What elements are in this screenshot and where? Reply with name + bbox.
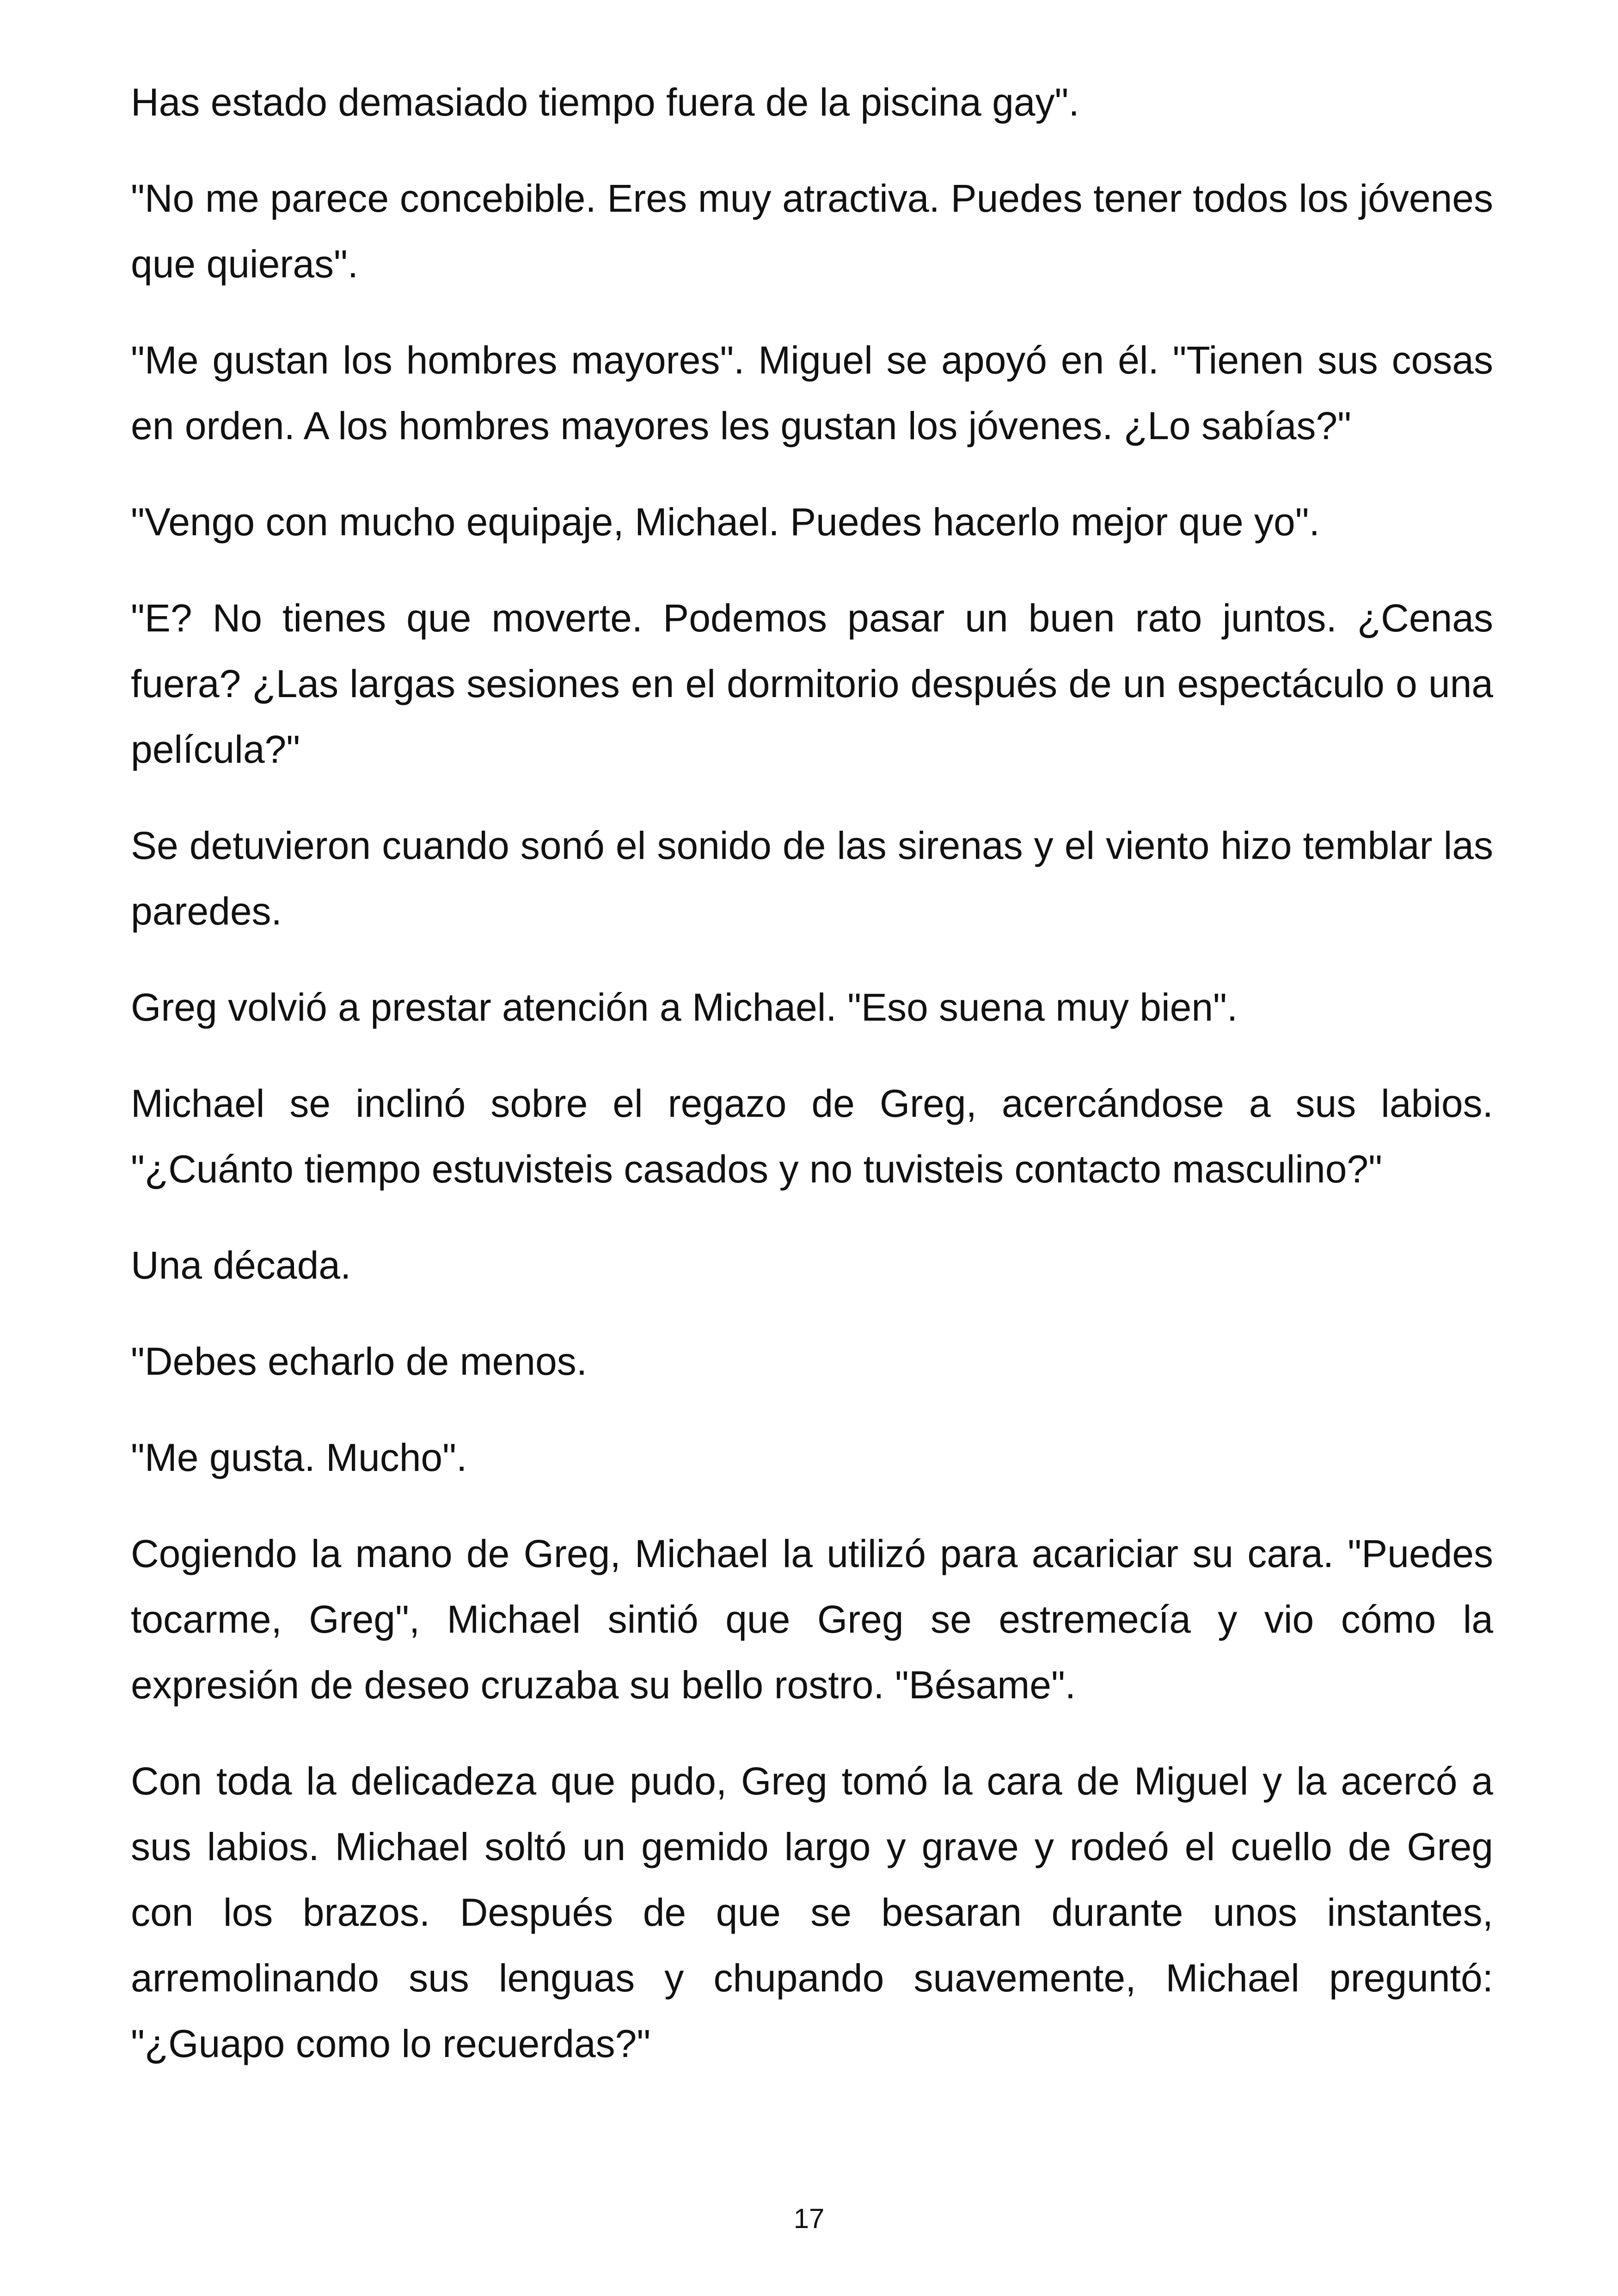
paragraph-4: "Vengo con mucho equipaje, Michael. Puedes hacerlo mejor que yo".: [131, 500, 1320, 544]
paragraph-5: "E? No tienes que moverte. Podemos pasar un buen rato juntos. ¿Cenas fuera? ¿Las largas sesiones en el dormitorio después de un espectáculo o una película?": [131, 596, 1493, 771]
body-text: [131, 69, 1493, 2107]
paragraph-7: Greg volvió a prestar atención a Michael. "Eso suena muy bien".: [131, 986, 1238, 1029]
paragraph-11: "Me gusta. Mucho".: [131, 1436, 467, 1479]
paragraph-13: Con toda la delicadeza que pudo, Greg tomó la cara de Miguel y la acercó a sus labios. Michael soltó un gemido largo y grave y rodeó el cuello de Greg con los brazos. Después de que se besaran durante unos instantes, arremolinando sus lenguas y chupando suavemente, Michael preguntó: "¿Guapo como lo recuerdas?": [131, 1759, 1493, 2065]
page-number: 17: [793, 2203, 825, 2234]
paragraph-9: Una década.: [131, 1243, 351, 1287]
paragraph-10: "Debes echarlo de menos.: [131, 1340, 588, 1383]
paragraph-12: Cogiendo la mano de Greg, Michael la utilizó para acariciar su cara. "Puedes tocarme, Greg", Michael sintió que Greg se estremecía y vio cómo la expresión de deseo cruzaba su bello rostro. "Bésame".: [131, 1532, 1493, 1707]
paragraph-2: "No me parece concebible. Eres muy atractiva. Puedes tener todos los jóvenes que quieras".: [131, 177, 1493, 286]
paragraph-1: Has estado demasiado tiempo fuera de la piscina gay".: [131, 80, 1079, 124]
paragraph-3: "Me gustan los hombres mayores". Miguel se apoyó en él. "Tienen sus cosas en orden. A los hombres mayores les gustan los jóvenes. ¿Lo sabías?": [131, 338, 1493, 447]
paragraph-6: Se detuvieron cuando sonó el sonido de las sirenas y el viento hizo temblar las paredes.: [131, 824, 1493, 933]
paragraph-8: Michael se inclinó sobre el regazo de Greg, acercándose a sus labios. "¿Cuánto tiempo estuvisteis casados y no tuvisteis contacto masculino?": [131, 1082, 1493, 1191]
